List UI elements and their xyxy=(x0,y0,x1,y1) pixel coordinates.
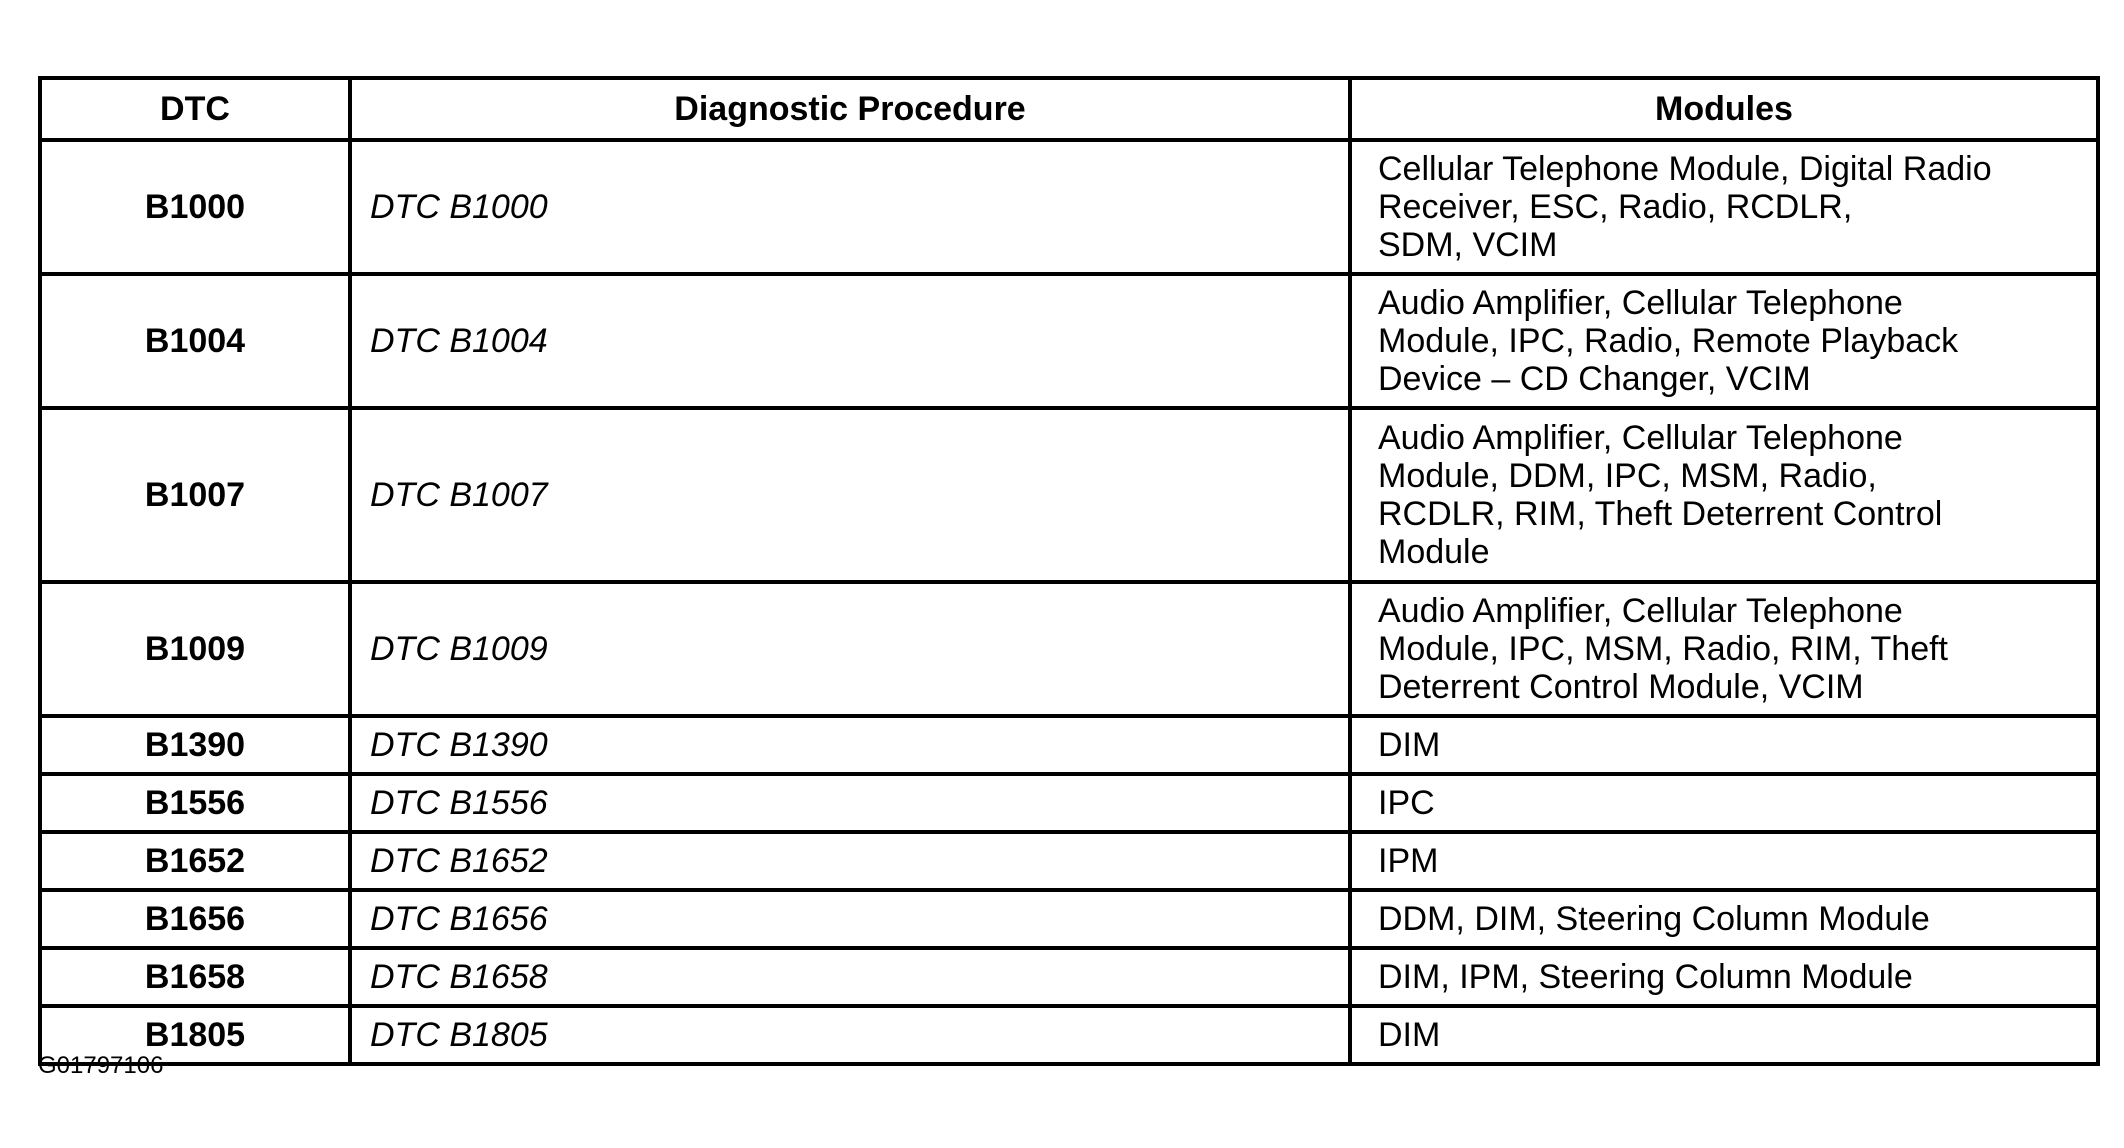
procedure-link[interactable]: DTC B1007 xyxy=(350,408,1350,582)
procedure-link[interactable]: DTC B1556 xyxy=(350,774,1350,832)
modules-cell: DIM xyxy=(1350,1006,2098,1064)
figure-id: G01797106 xyxy=(38,1052,164,1079)
table-row xyxy=(40,582,2098,716)
dtc-table xyxy=(38,76,2100,1066)
procedure-link[interactable]: DTC B1805 xyxy=(350,1006,1350,1064)
dtc-code: B1805 xyxy=(40,1006,350,1064)
dtc-code: B1390 xyxy=(40,716,350,774)
dtc-code: B1658 xyxy=(40,948,350,1006)
column-header-procedure: Diagnostic Procedure xyxy=(350,78,1350,140)
procedure-link[interactable]: DTC B1004 xyxy=(350,274,1350,408)
modules-cell: DIM, IPM, Steering Column Module xyxy=(1350,948,2098,1006)
table-row xyxy=(40,774,2098,832)
dtc-code: B1556 xyxy=(40,774,350,832)
modules-cell: Audio Amplifier, Cellular Telephone Module, IPC, MSM, Radio, RIM, Theft Deterrent Control Module, VCIM xyxy=(1350,582,2098,716)
procedure-link[interactable]: DTC B1652 xyxy=(350,832,1350,890)
modules-cell: DDM, DIM, Steering Column Module xyxy=(1350,890,2098,948)
modules-cell: DIM xyxy=(1350,716,2098,774)
dtc-code: B1007 xyxy=(40,408,350,582)
table-row xyxy=(40,716,2098,774)
table-header-row xyxy=(40,78,2098,140)
dtc-code: B1004 xyxy=(40,274,350,408)
table-row xyxy=(40,1006,2098,1064)
procedure-link[interactable]: DTC B1658 xyxy=(350,948,1350,1006)
dtc-code: B1000 xyxy=(40,140,350,274)
modules-cell: IPC xyxy=(1350,774,2098,832)
dtc-code: B1009 xyxy=(40,582,350,716)
table-row xyxy=(40,832,2098,890)
modules-cell: IPM xyxy=(1350,832,2098,890)
table-row xyxy=(40,140,2098,274)
dtc-table-container xyxy=(38,76,2096,1066)
table-row xyxy=(40,948,2098,1006)
table-row xyxy=(40,274,2098,408)
table-row xyxy=(40,890,2098,948)
procedure-link[interactable]: DTC B1009 xyxy=(350,582,1350,716)
column-header-modules: Modules xyxy=(1350,78,2098,140)
procedure-link[interactable]: DTC B1000 xyxy=(350,140,1350,274)
dtc-code: B1652 xyxy=(40,832,350,890)
modules-cell: Audio Amplifier, Cellular Telephone Module, DDM, IPC, MSM, Radio, RCDLR, RIM, Theft Deterrent Control Module xyxy=(1350,408,2098,582)
table-row xyxy=(40,408,2098,582)
modules-cell: Cellular Telephone Module, Digital Radio Receiver, ESC, Radio, RCDLR, SDM, VCIM xyxy=(1350,140,2098,274)
procedure-link[interactable]: DTC B1656 xyxy=(350,890,1350,948)
dtc-code: B1656 xyxy=(40,890,350,948)
column-header-dtc: DTC xyxy=(40,78,350,140)
procedure-link[interactable]: DTC B1390 xyxy=(350,716,1350,774)
modules-cell: Audio Amplifier, Cellular Telephone Module, IPC, Radio, Remote Playback Device – CD Changer, VCIM xyxy=(1350,274,2098,408)
